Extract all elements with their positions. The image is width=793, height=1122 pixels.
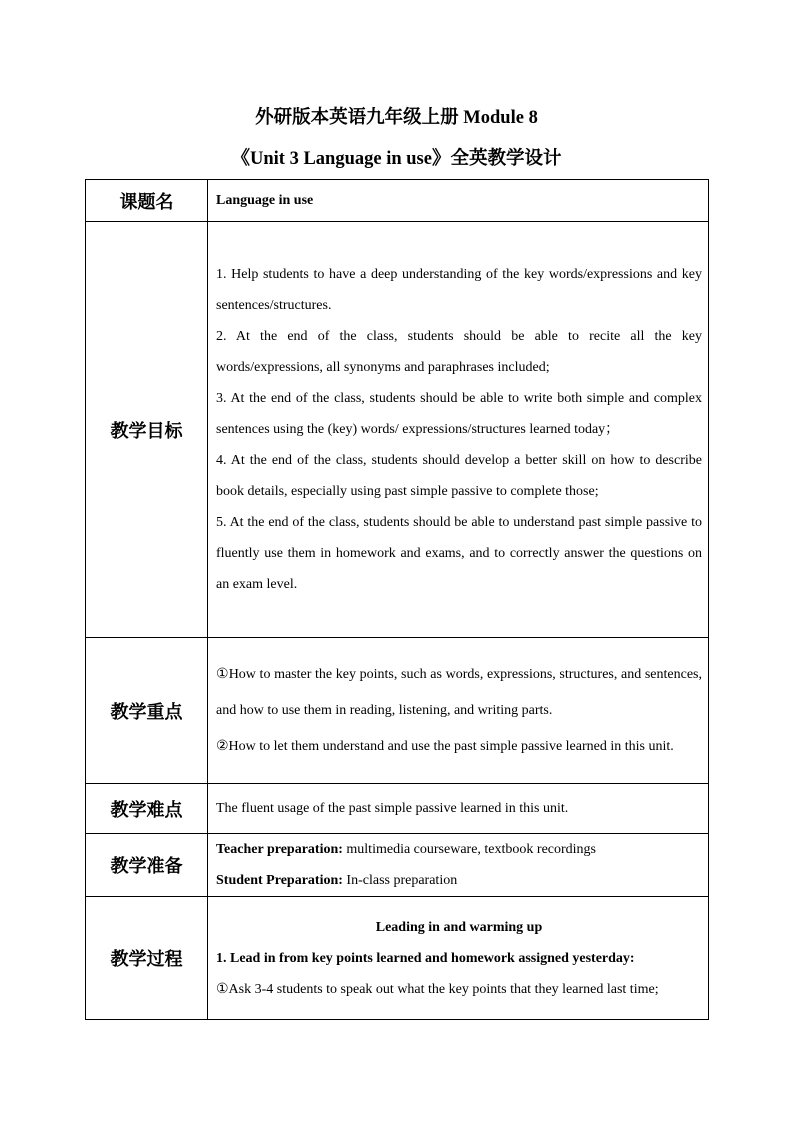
process-section-heading: Leading in and warming up — [375, 919, 543, 935]
table-row-topic — [86, 180, 709, 222]
process-step-heading: 1. Lead in from key points learned and homework assigned yesterday: — [216, 950, 635, 966]
preparation-content — [208, 834, 709, 897]
row-label-process: 教学过程 — [86, 897, 208, 1020]
goal-item: 1. Help students to have a deep understanding of the key words/expressions and key sentences/structures. — [216, 267, 702, 313]
goal-item: 5. At the end of the class, students should be able to understand past simple passive to fluently use them in homework and exams, and to correctly answer the questions on an exam level. — [216, 515, 702, 592]
student-preparation-text: In-class preparation — [342, 873, 458, 888]
table-row-difficulties — [86, 784, 709, 834]
lesson-plan-table — [85, 179, 709, 1020]
student-preparation — [216, 865, 702, 896]
key-points-content — [208, 638, 709, 784]
key-point-item: ②How to let them understand and use the past simple passive learned in this unit. — [216, 738, 674, 754]
row-label-preparation: 教学准备 — [86, 834, 208, 897]
topic-value: Language in use — [208, 180, 709, 222]
table-row-goals — [86, 222, 709, 638]
goal-item: 4. At the end of the class, students should develop a better skill on how to describe book details, especially using past simple passive to complete those; — [216, 453, 702, 499]
table-row-preparation — [86, 834, 709, 897]
table-row-key-points — [86, 638, 709, 784]
row-label-topic: 课题名 — [86, 180, 208, 222]
teacher-preparation — [216, 834, 702, 865]
goal-item: 2. At the end of the class, students should be able to recite all the key words/expressions, all synonyms and paraphrases included; — [216, 329, 702, 375]
process-step-text: ①Ask 3-4 students to speak out what the key points that they learned last time; — [216, 981, 659, 997]
teacher-preparation-label: Teacher preparation: — [216, 842, 343, 857]
document-title-line2: 《Unit 3 Language in use》全英教学设计 — [231, 149, 562, 169]
process-content — [208, 897, 709, 1020]
row-label-goals: 教学目标 — [86, 222, 208, 638]
row-label-difficulties: 教学难点 — [86, 784, 208, 834]
goals-content — [208, 222, 709, 638]
teacher-preparation-text: multimedia courseware, textbook recordings — [342, 842, 596, 857]
difficulties-text: The fluent usage of the past simple passive learned in this unit. — [208, 784, 709, 834]
key-point-item: ①How to master the key points, such as words, expressions, structures, and sentences, and how to use them in reading, listening, and writing parts. — [216, 666, 702, 718]
table-row-process — [86, 897, 709, 1020]
row-label-key-points: 教学重点 — [86, 638, 208, 784]
document-title-line1: 外研版本英语九年级上册 Module 8 — [255, 108, 538, 128]
goal-item: 3. At the end of the class, students should be able to write both simple and complex sentences using the (key) words/ expressions/structures learned today； — [216, 391, 702, 437]
student-preparation-label: Student Preparation: — [216, 873, 343, 888]
